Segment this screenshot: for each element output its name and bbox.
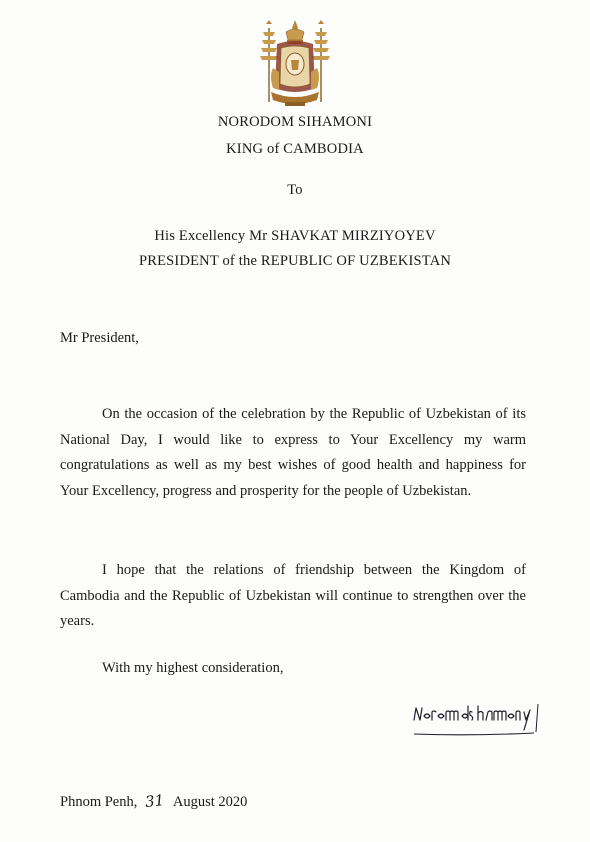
handwritten-day: 31 <box>144 791 165 811</box>
body-paragraph-2: I hope that the relations of friendship between the Kingdom of Cambodia and the Republic of Uzbekistan will continue to strengthen over the years. <box>60 562 526 629</box>
place-and-date <box>60 792 247 811</box>
recipient-title: PRESIDENT of the REPUBLIC OF UZBEKISTAN <box>138 253 452 269</box>
sender-title: KING of CAMBODIA <box>226 141 364 157</box>
month-year-text: August 2020 <box>172 794 248 810</box>
to-label: To <box>287 182 303 198</box>
body-paragraph-1: On the occasion of the celebration by the Republic of Uzbekistan of its National Day, I would like to express to Your Excellency my warm congratulations as well as my best wishes of good health and happiness for Your Excellency, progress and prosperity for the people of Uzbekistan. <box>60 406 526 499</box>
handwritten-signature <box>410 696 545 742</box>
royal-arms-emblem-icon <box>251 18 339 110</box>
recipient-name: His Excellency Mr SHAVKAT MIRZIYOYEV <box>154 228 436 244</box>
sender-name: NORODOM SIHAMONI <box>217 114 373 130</box>
place-text: Phnom Penh, <box>60 794 138 810</box>
salutation: Mr President, <box>60 330 139 346</box>
closing-line: With my highest consideration, <box>102 660 284 676</box>
